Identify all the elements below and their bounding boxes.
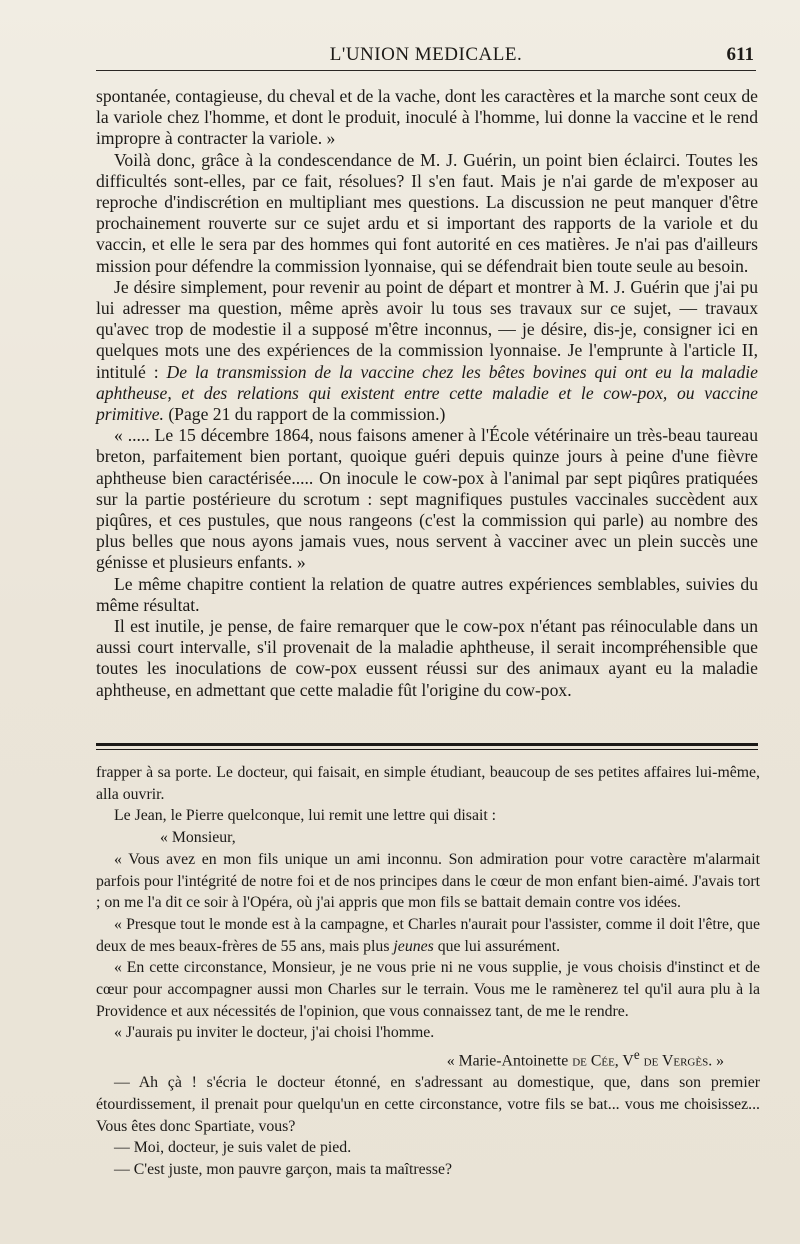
article-paragraph-6: Il est inutile, je pense, de faire remarquer que le cow-pox n'étant pas réinoculable dans un aussi court intervalle, s'il provenait de la maladie aphtheuse, il serait incompréhensible que toutes les inoculations de cow-pox eussent réussi sur des animaux ayant eu la maladie aphtheuse, en admettant que cette maladie fût l'origine du cow-pox. bbox=[96, 616, 758, 700]
feuilleton-paragraph-1: frapper à sa porte. Le docteur, qui faisait, en simple étudiant, beaucoup de ses petites affaires lui-même, alla ouvrir. bbox=[96, 764, 760, 803]
signature-family-2: de Vergès bbox=[639, 1052, 709, 1070]
feuilleton-separator-thin bbox=[96, 749, 758, 750]
letter-salutation: « Monsieur, bbox=[160, 829, 236, 847]
dialogue-line-1: — Ah çà ! s'écria le docteur étonné, en s'adressant au domestique, que, dans son premier étourdissement, il prenait pour quelqu'un en cette circonstance, votre fils se bat... vous me choisissez... Vous êtes donc Spartiate, vous? bbox=[96, 1074, 760, 1135]
signature-title-sup: e bbox=[633, 1047, 640, 1063]
article-paragraph-1: spontanée, contagieuse, du cheval et de la vache, dont les caractères et la marche sont ceux de la variole chez l'homme, et dont le produit, inoculé à l'homme, lui donne la vaccine et le rend impropre à contracter la variole. » bbox=[96, 86, 758, 149]
journal-title: L'UNION MEDICALE. bbox=[329, 44, 523, 65]
article-paragraph-5: Le même chapitre contient la relation de quatre autres expériences semblables, suivies du même résultat. bbox=[96, 573, 758, 615]
letter-paragraph-1: « Vous avez en mon fils unique un ami inconnu. Son admiration pour votre caractère m'alarmait parfois pour l'intégrité de notre foi et de nos principes dans le cœur de mon enfant bien-aimé. J'avais tort ; on me l'a dit ce soir à l'Opéra, où j'ai appris que mon fils se battait demain contre vos idées. bbox=[96, 850, 760, 912]
article-paragraph-3-citation: (Page 21 du rapport de la commission.) bbox=[163, 404, 446, 425]
feuilleton-body bbox=[96, 762, 760, 1181]
article-section-title: De la transmission de la vaccine chez les bêtes bovines qui ont eu la maladie aphtheuse, et des relations qui existent entre cette maladie et le cow-pox, ou vaccine primitive. bbox=[96, 361, 758, 425]
article-paragraph-2: Voilà donc, grâce à la condescendance de M. J. Guérin, un point bien éclairci. Toutes les difficultés sont-elles, par ce fait, résolues? Il s'en faut. Mais je n'ai garde de m'exposer au reproche d'indiscrétion en multipliant mes questions. La discussion ne peut manquer d'être prochainement rouverte sur ce sujet ardu et si important des rapports de la variole et du vaccin, et elle le sera par des hommes qui font autorité en ces matières. Je n'ai pas d'ailleurs mission pour défendre la commission lyonnaise, qui se défendrait bien toute seule au besoin. bbox=[96, 149, 758, 276]
signature-family-1: de Cée bbox=[572, 1052, 615, 1070]
feuilleton-paragraph-2: Le Jean, le Pierre quelconque, lui remit une lettre qui disait : bbox=[114, 807, 497, 825]
letter-emphasis: jeunes bbox=[393, 937, 434, 955]
dialogue-line-2: — Moi, docteur, je suis valet de pied. bbox=[114, 1139, 352, 1157]
article-paragraph-3 bbox=[96, 277, 758, 425]
letter-paragraph-4: « J'aurais pu inviter le docteur, j'ai choisi l'homme. bbox=[114, 1024, 435, 1042]
signature-title: , V bbox=[614, 1052, 634, 1070]
letter-paragraph-3: « En cette circonstance, Monsieur, je ne vous prie ni ne vous supplie, je vous choisis d'instinct et de cœur pour accompagner aussi mon Charles sur le terrain. Vous me le ramènerez tel qu'il aura plu à la Providence et aux nécessités de l'opinion, que vous connaissez tant, de me le rendre. bbox=[96, 959, 760, 1020]
letter-paragraph-2 bbox=[96, 914, 760, 957]
article-body bbox=[96, 86, 758, 701]
dialogue-line-3: — C'est juste, mon pauvre garçon, mais ta maîtresse? bbox=[114, 1160, 452, 1178]
running-header bbox=[96, 40, 756, 71]
article-quotation: « ..... Le 15 décembre 1864, nous faisons amener à l'École vétérinaire un très-beau taureau breton, parfaitement bien portant, quoique guéri depuis quinze jours à peine d'une fièvre aphtheuse bien caractérisée..... On inocule le cow-pox à l'animal par sept piqûres pratiquées sur la partie postérieure du scrotum : sept magnifiques pustules vaccinales succèdent aux piqûres, et ces pustules, que nous rangeons (c'est la commission qui parle) au nombre des plus belles que nous ayons jamais vues, nous servent à vacciner avec un plein succès une génisse et plusieurs enfants. » bbox=[96, 425, 758, 573]
letter-paragraph-2-text: « Presque tout le monde est à la campagne, et Charles n'aurait pour l'assister, comme il doit l'être, que deux de mes beaux-frères de 55 ans, mais plus bbox=[96, 915, 760, 955]
signature-end: . » bbox=[708, 1052, 724, 1070]
letter-signature bbox=[96, 1044, 760, 1072]
page-number: 611 bbox=[726, 44, 754, 65]
article-paragraph-3-text: Je désire simplement, pour revenir au point de départ et montrer à M. J. Guérin que j'ai pu lui adresser ma question, même après avoir lu tous ses travaux sur ce sujet, — travaux qu'avec trop de modestie il a supposé m'être inconnus, — je désire, dis-je, consigner ici en quelques mots une des expériences de la commission lyonnaise. Je l'emprunte à l'article II, intitulé : bbox=[96, 276, 758, 382]
signature-name: « Marie-Antoinette bbox=[446, 1052, 573, 1070]
feuilleton-separator-thick bbox=[96, 743, 758, 746]
letter-paragraph-2-end: que lui assurément. bbox=[433, 937, 561, 955]
